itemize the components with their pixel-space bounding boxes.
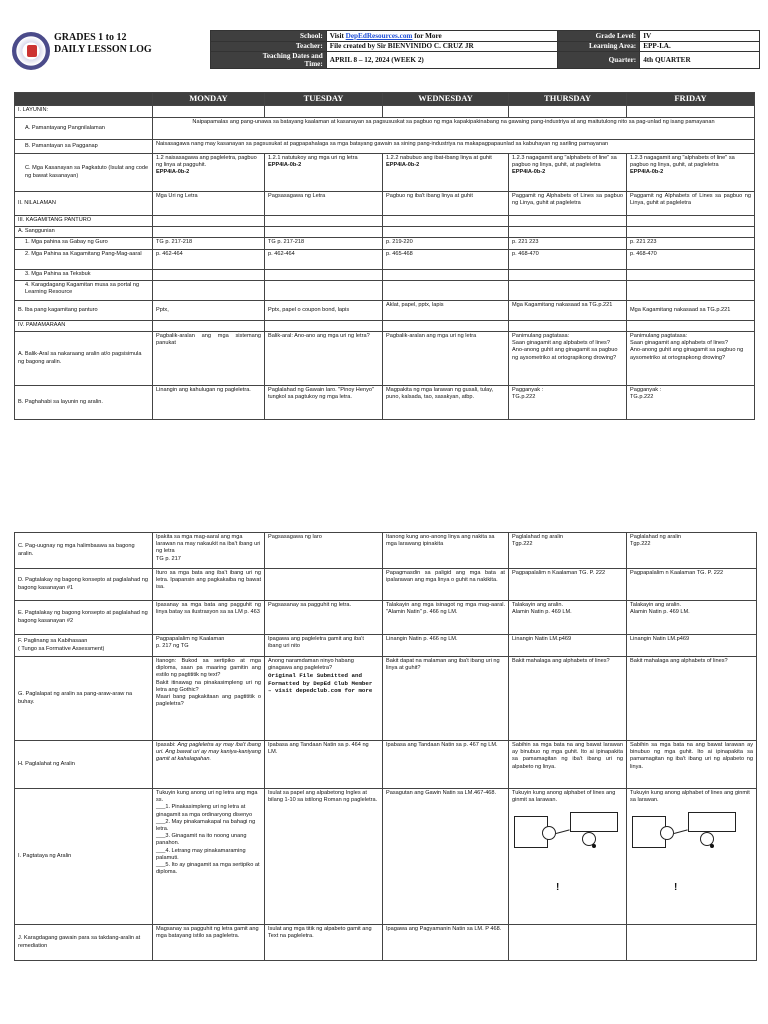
cell: p. 462-464 [265, 250, 383, 270]
cell: Pagsasanay sa pagguhit ng letra. [265, 601, 383, 635]
cell: Mga Kagamitang nakasaad sa TG.p.221 [627, 301, 755, 321]
cell: Linangin Natin LM.p469 [509, 635, 627, 657]
cell: Talakayin ang aralin. Alamin Natin p. 469 LM. [509, 601, 627, 635]
teacher-value: File created by Sir BIENVINIDO C. CRUZ JR [326, 41, 558, 52]
line-diagram [512, 804, 623, 902]
row-label: I. LAYUNIN: [15, 106, 153, 118]
day-friday: FRIDAY [627, 93, 755, 106]
cell: Ipabasa ang Tandaan Natin sa p. 464 ng LM. [265, 741, 383, 789]
watermark-note: Original File Submitted and Formatted by DepEd Club Member – visit depedclub.com for more [268, 672, 373, 694]
cell: Ipagawa ang Pagyamanin Natin sa LM. P 468. [383, 925, 509, 961]
school-link[interactable]: DepEdResources.com [345, 31, 413, 40]
row-label: B. Iba pang kagamitang panturo [15, 301, 153, 321]
cell: p. 465-468 [383, 250, 509, 270]
performance-standard: Naisasagawa nang may kasanayan sa pagsusukat at pagpapahalaga sa mga batayang gawain sa sining pang-industriya na makapagpapaunlad sa kabuhayan ng sariling pamayanan [153, 140, 755, 154]
cell: TG p. 217-218 [153, 238, 265, 250]
cell: Pagbalik-aralan ang mga uri ng letra [383, 332, 509, 386]
cell: Tukuyin kung anong uri ng letra ang mga ss. ___1. Pinakasimpleng uri ng letra at ginagamit sa mga ordinaryong disenyo ___2. May pinakamakapal na bahagi ng letra. ___3. Ginagamit na ito noong unang panahon. ___4. Letrang may pinakamaraming palamuti. ___5. Ito ay ginagamit sa mga sertipiko at diploma. [153, 789, 265, 925]
row-label: 2. Mga Pahina sa Kagamitang Pang-Mag-aaral [15, 250, 153, 270]
row-label: D. Pagtalakay ng bagong konsepto at paglalahad ng bagong kasanayan #1 [15, 569, 153, 601]
cell: p. 219-220 [383, 238, 509, 250]
cell: TG p. 217-218 [265, 238, 383, 250]
row-label: C. Pag-uugnay ng mga halimbaawa sa bagong aralin. [15, 533, 153, 569]
row-label: F. Paglinang sa Kabihasaan ( Tungo sa Formative Assessment) [15, 635, 153, 657]
cell: Pagpapalalim n Kaalaman TG. P. 222 [627, 569, 757, 601]
cell: Ipasanay sa mga bata ang pagguhit ng linya batay sa ilustrasyon sa sa LM p. 463 [153, 601, 265, 635]
cell: p. 468-470 [627, 250, 755, 270]
row-label: H. Paglalahat ng Aralin [15, 741, 153, 789]
cell: Ipagawa ang pagleletra gamit ang iba't ibang uri nito [265, 635, 383, 657]
cell: Paggamit ng Alphabets of Lines sa pagbuo ng Linya, guhit at pagleletra [509, 192, 627, 216]
row-label: 4. Karagdagang Kagamitan musa sa portal ng Learning Resource [15, 281, 153, 301]
cell: Pagpapalalim ng Kaalaman p. 217 ng TG [153, 635, 265, 657]
grade-value: IV [640, 31, 760, 42]
cell: Talakayin ang aralin. Alamin Natin p. 469 LM. [627, 601, 757, 635]
cell: Pasagutan ang Gawin Natin sa LM.467-468. [383, 789, 509, 925]
school-value: Visit DepEdResources.com for More [326, 31, 558, 42]
day-monday: MONDAY [153, 93, 265, 106]
cell: 1.2.3 nagagamit ang "alphabets of line" sa pagbuo ng linya, guhit, at pagleletra EPP4IA-0b-2 [627, 154, 755, 192]
day-tuesday: TUESDAY [265, 93, 383, 106]
cell: Linangin Natin p. 466 ng LM. [383, 635, 509, 657]
cell: Itanong kung ano-anong linya ang nakita sa mga larawang ipinakita [383, 533, 509, 569]
row-label: B. Pamantayan sa Pagganap [15, 140, 153, 154]
cell: 1.2.3 nagagamit ang "alphabets of line" sa pagbuo ng linya, guhit, at pagleletra EPP4IA-0b-2 [509, 154, 627, 192]
teacher-label: Teacher: [211, 41, 327, 52]
cell: Bakit mahalaga ang alphabets of lines? [509, 657, 627, 741]
cell: Paglalahad ng Gawain laro. "Pinoy Henyo" tungkol sa pagtukoy ng mga letra. [265, 386, 383, 420]
row-label: G. Paglalapat ng aralin sa pang-araw-araw na buhay. [15, 657, 153, 741]
exclamation-mark: ! [556, 882, 560, 894]
lesson-table-2 [14, 532, 757, 961]
cell: p. 468-470 [509, 250, 627, 270]
cell: Paglalahad ng aralin Tgp.222 [509, 533, 627, 569]
cell: Isulat ang mga titik ng alpabeto gamit ang Text na pagleletra. [265, 925, 383, 961]
cell: Magsanay sa pagguhit ng letra gamit ang mga batayang istilo sa pagleletra. [153, 925, 265, 961]
cell: Linangin ang kahulugan ng pagleletra. [153, 386, 265, 420]
content-standard: Naipapamalas ang pang-unawa sa batayang kaalaman at kasanayan sa pagsususkat sa pagbuo ng mga kapakipakinabang na gawaing pang-industriya at ang maitutulong nito sa pag-unlad ng isang pamayanan [153, 118, 755, 140]
area-label: Learning Area: [558, 41, 640, 52]
cell: Itanogn: Bukod sa sertipiko at mga diploma, saan pa maaring gamitin ang estilo ng pagtititik ng text? Bakit itinawag na pinakasimpleng uri ng letra ang Gothic? Maari bang pagkakitaan ang pagtititik o pagleletra? [153, 657, 265, 741]
quarter-label: Quarter: [558, 52, 640, 69]
line-diagram [630, 804, 753, 902]
cell: Sabihin sa mga bata na ang bawat larawan ay binubuo ng mga guhit. Ito ai ipinapakita sa pamamagitan ng iba't ibang uri ng alpabeto ng linya. [627, 741, 757, 789]
doc-title [54, 32, 152, 56]
header [10, 30, 760, 72]
row-label: A. Balik-Aral sa nakaraang aralin at/o pagsisimula ng bagong aralin. [15, 332, 153, 386]
cell: Pagsasagawa ng laro [265, 533, 383, 569]
cell: p. 462-464 [153, 250, 265, 270]
row-label: I. Pagtataya ng Aralin [15, 789, 153, 925]
cell: Pptx, papel o coupon bond, lapis [265, 301, 383, 321]
lesson-table-1 [14, 92, 755, 420]
cell: Linangin Natin LM.p469 [627, 635, 757, 657]
cell: Sabihin sa mga bata na ang bawat larawan ay binubuo ng mga guhit. Ito ai ipinapakita sa pamamagitan ng iba't ibang uri ng alpabeto ng linya. [509, 741, 627, 789]
cell: Ipasabi: Ang pagleletra ay may iba't ibang uri. Ang bawat uri ay may kaniya-kaniyang gamit at kahalagahan. [153, 741, 265, 789]
row-label: A. Sanggunian [15, 227, 153, 238]
row-label: J. Karagdagang gawain para sa takdang-aralin at remediation [15, 925, 153, 961]
cell: Bakit dapat na malaman ang iba't ibang uri ng linya at guhit? [383, 657, 509, 741]
exclamation-mark: ! [674, 882, 678, 894]
dates-value: APRIL 8 – 12, 2024 (WEEK 2) [326, 52, 558, 69]
cell: Ipakita sa mga mag-aaral ang mga larawan na may nakaukit na iba't ibang uri ng letra TG p. 217 [153, 533, 265, 569]
cell: Magpakita ng mga larawan ng gusali, tulay, puno, kalsada, tao, sasakyan, atbp. [383, 386, 509, 420]
cell: Pagganyak : TG.p.222 [627, 386, 755, 420]
cell: Pagsasagawa ng Letra [265, 192, 383, 216]
cell: Papagmasdin sa paligid ang mga bata at ipalarawan ang mga linya o guhit na nakikita. [383, 569, 509, 601]
row-label: E. Pagtalakay ng bagong konsepto at paglalahad ng bagong kasanayan #2 [15, 601, 153, 635]
cell: Ipabasa ang Tandaan Natin sa p. 467 ng LM. [383, 741, 509, 789]
diagram-circle [660, 826, 674, 840]
cell: 1.2.2 nabubuo ang ibat-ibang linya at guhit EPP4IA-0b-2 [383, 154, 509, 192]
row-label: III. KAGAMITANG PANTURO [15, 216, 153, 227]
meta-table [210, 30, 760, 69]
day-thursday: THURSDAY [509, 93, 627, 106]
diagram-rect [570, 812, 618, 832]
cell: Anong naramdaman ninyo habang ginagawa ang pagleletra? Original File Submitted and Formatted by DepEd Club Member – visit depedclub.com for more [265, 657, 383, 741]
row-label: B. Paghahabi sa layunin ng aralin. [15, 386, 153, 420]
grades-label: GRADES 1 to 12 [54, 32, 127, 43]
cell: Isulat sa papel ang alpabetong Ingles at bilang 1-10 sa istilong Roman ng pagleletra. [265, 789, 383, 925]
cell: Panimulang pagtatasa: Saan ginagamit ang alphabets of lines? Ano-anong guhit ang ginagamit sa pagbuo ng aysometriko at ortograpkong drowing? [627, 332, 755, 386]
cell: Paggamit ng Alphabets of Lines sa pagbuo ng Linya, guhit at pagleletra [627, 192, 755, 216]
cell: Aklat, papel, pptx, lapis [383, 301, 509, 321]
cell: 1.2.1 natutukoy ang mga uri ng letra EPP4IA-0b-2 [265, 154, 383, 192]
cell: Tukuyin kung anong alphabet of lines ang ginmit sa larawan. ! [509, 789, 627, 925]
day-wednesday: WEDNESDAY [383, 93, 509, 106]
cell: 1.2 naisasagawa ang pagleletra, pagbuo ng linya at pagguhit. EPP4IA-0b-2 [153, 154, 265, 192]
row-label: II. NILALAMAN [15, 192, 153, 216]
row-label: A. Pamantayang Pangnilalaman [15, 118, 153, 140]
cell: Balik-aral: Ano-ano ang mga uri ng letra? [265, 332, 383, 386]
grade-label: Grade Level: [558, 31, 640, 42]
cell: Panimulang pagtatasa: Saan ginagamit ang alpbabets of lines? Ano-anong guhit ang ginagamit sa pagbuo ng aysometriko at ortograpikong drowing? [509, 332, 627, 386]
dates-label: Teaching Dates and Time: [211, 52, 327, 69]
row-label: 3. Mga Pahina sa Teksbuk [15, 270, 153, 281]
cell: Talakayin ang mga isinagot ng mga mag-aaral. "Alamin Natin" p. 466 ng LM. [383, 601, 509, 635]
cell: Pagpapalalim n Kaalaman TG. P. 222 [509, 569, 627, 601]
row-label: IV. PAMAMARAAN [15, 321, 153, 332]
area-value: EPP-I.A. [640, 41, 760, 52]
diagram-circle [542, 826, 556, 840]
cell: Bakit mahalaga ang alphabets of lines? [627, 657, 757, 741]
row-label: 1. Mga pahina sa Gabay ng Guro [15, 238, 153, 250]
school-label: School: [211, 31, 327, 42]
cell: Pagganyak : TG.p.222 [509, 386, 627, 420]
row-label: C. Mga Kasanayan sa Pagkatuto (Isulat ang code ng bawat kasanayan) [15, 154, 153, 192]
cell: Mga Kagamitang nakasaad sa TG.p.221 [509, 301, 627, 321]
dll-label: DAILY LESSON LOG [54, 44, 152, 55]
cell: Pagbuo ng iba't ibang linya at guhit [383, 192, 509, 216]
quarter-value: 4th QUARTER [640, 52, 760, 69]
cell: Pptx, [153, 301, 265, 321]
diagram-rect [688, 812, 736, 832]
cell: Pagbalik-aralan ang mga sistemang panukat [153, 332, 265, 386]
deped-seal-icon [12, 32, 50, 70]
cell: p. 221 223 [627, 238, 755, 250]
cell: Tukuyin kung anong alphabet of lines ang ginmit sa larawan. ! [627, 789, 757, 925]
cell: Mga Uri ng Letra [153, 192, 265, 216]
cell: Ituro sa mga bata ang iba't ibang uri ng letra. Ipapansin ang pagkakaiba ng bawat isa. [153, 569, 265, 601]
cell: p. 221 223 [509, 238, 627, 250]
cell: Paglalahad ng aralin Tgp.222 [627, 533, 757, 569]
